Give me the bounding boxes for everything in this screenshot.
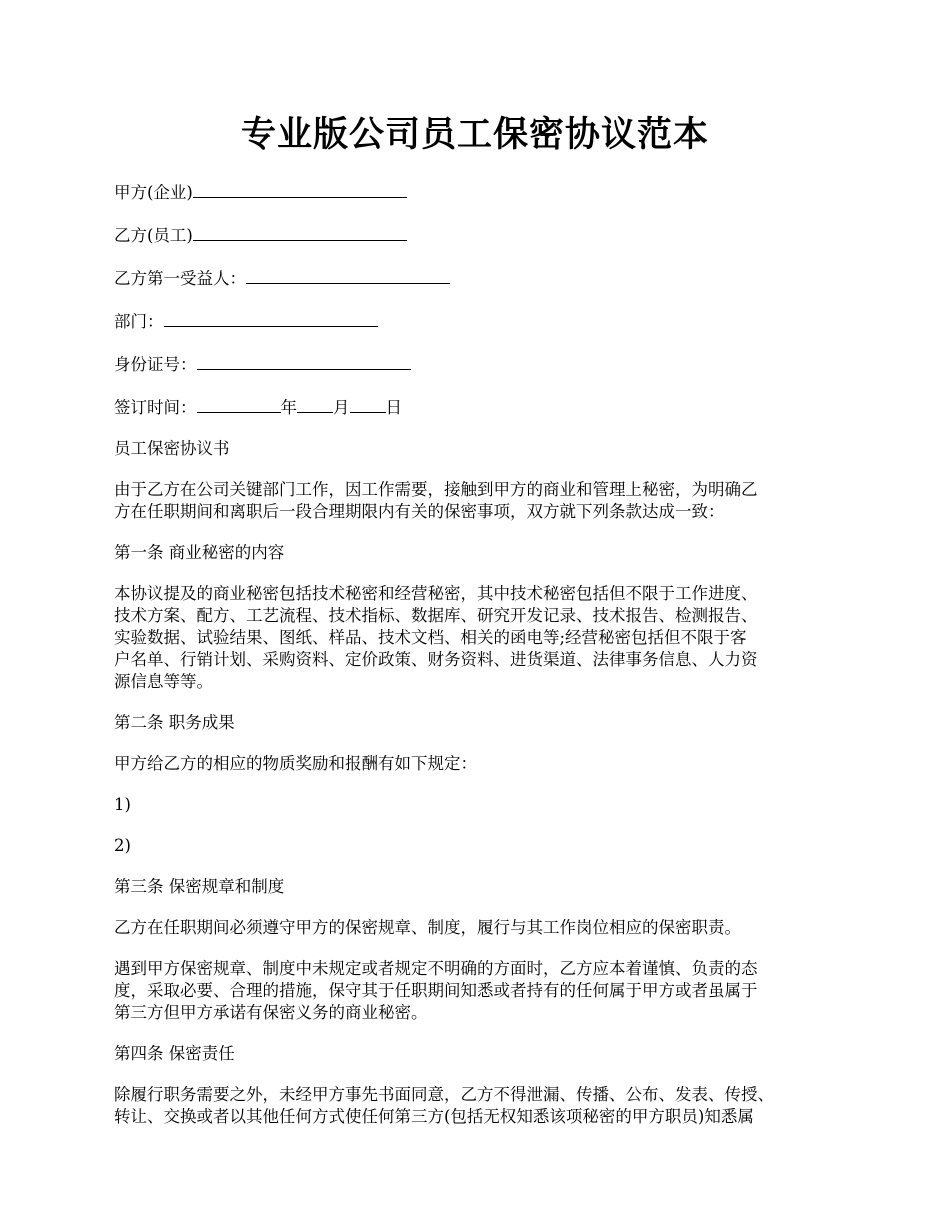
- party-a-label: 甲方(企业): [114, 183, 193, 202]
- day-label: 日: [385, 398, 402, 417]
- article3-paragraph-2: [114, 958, 846, 1024]
- article1-line: 源信息等等。: [114, 672, 213, 691]
- year-label: 年: [280, 398, 297, 417]
- intro-line: 由于乙方在公司关键部门工作，因工作需要，接触到甲方的商业和管理上秘密，为明确乙: [114, 480, 758, 499]
- department-blank: [164, 309, 378, 327]
- sign-time-label: 签订时间：: [114, 398, 197, 417]
- year-blank: [197, 395, 281, 413]
- article1-heading: 第一条 商业秘密的内容: [114, 543, 285, 562]
- article2-paragraph: 甲方给乙方的相应的物质奖励和报酬有如下规定：: [114, 754, 477, 773]
- month-blank: [297, 395, 333, 413]
- intro-paragraph: [114, 479, 846, 523]
- article3-heading: 第三条 保密规章和制度: [114, 877, 285, 896]
- intro-line: 方在任职期间和离职后一段合理期限内有关的保密事项，双方就下列条款达成一致：: [114, 502, 725, 521]
- article1-line: 本协议提及的商业秘密包括技术秘密和经营秘密，其中技术秘密包括但不限于工作进度、: [114, 584, 758, 603]
- article2-item-1: 1): [114, 795, 131, 814]
- article3-line: 度，采取必要、合理的措施，保守其于任职期间知悉或者持有的任何属于甲方或者虽属于: [114, 981, 758, 1000]
- beneficiary-field: [114, 266, 846, 290]
- article3-line: 第三方但甲方承诺有保密义务的商业秘密。: [114, 1003, 428, 1022]
- sign-time-field: [114, 395, 846, 419]
- month-label: 月: [333, 398, 350, 417]
- id-number-blank: [197, 352, 411, 370]
- day-blank: [350, 395, 386, 413]
- department-field: [114, 309, 846, 333]
- id-number-label: 身份证号：: [114, 355, 197, 374]
- article1-line: 实验数据、试验结果、图纸、样品、技术文档、相关的函电等;经营秘密包括但不限于客: [114, 628, 747, 647]
- party-b-label: 乙方(员工): [114, 226, 193, 245]
- article2-heading: 第二条 职务成果: [114, 713, 235, 732]
- article2-item-2: 2): [114, 836, 131, 855]
- article3-paragraph-1: 乙方在任职期间必须遵守甲方的保密规章、制度，履行与其工作岗位相应的保密职责。: [114, 918, 741, 937]
- article4-heading: 第四条 保密责任: [114, 1044, 235, 1063]
- party-b-field: [114, 223, 846, 247]
- article4-line: 转让、交换或者以其他任何方式使任何第三方(包括无权知悉该项秘密的甲方职员)知悉属: [114, 1107, 754, 1126]
- party-a-field: [114, 180, 846, 204]
- article1-line: 技术方案、配方、工艺流程、技术指标、数据库、研究开发记录、技术报告、检测报告、: [114, 606, 758, 625]
- beneficiary-label: 乙方第一受益人：: [114, 269, 246, 288]
- article1-paragraph: [114, 583, 846, 693]
- article4-line: 除履行职务需要之外，未经甲方事先书面同意，乙方不得泄漏、传播、公布、发表、传授、: [114, 1085, 774, 1104]
- doc-heading: 员工保密协议书: [114, 439, 230, 458]
- article4-paragraph: [114, 1084, 846, 1128]
- document-body: [114, 180, 846, 1147]
- document-title: 专业版公司员工保密协议范本: [240, 114, 709, 155]
- party-b-blank: [193, 223, 407, 241]
- party-a-blank: [193, 180, 407, 198]
- article3-line: 遇到甲方保密规章、制度中未规定或者规定不明确的方面时，乙方应本着谨慎、负责的态: [114, 959, 758, 978]
- beneficiary-blank: [246, 266, 450, 284]
- id-number-field: [114, 352, 846, 376]
- article1-line: 户名单、行销计划、采购资料、定价政策、财务资料、进货渠道、法律事务信息、人力资: [114, 650, 758, 669]
- department-label: 部门：: [114, 312, 164, 331]
